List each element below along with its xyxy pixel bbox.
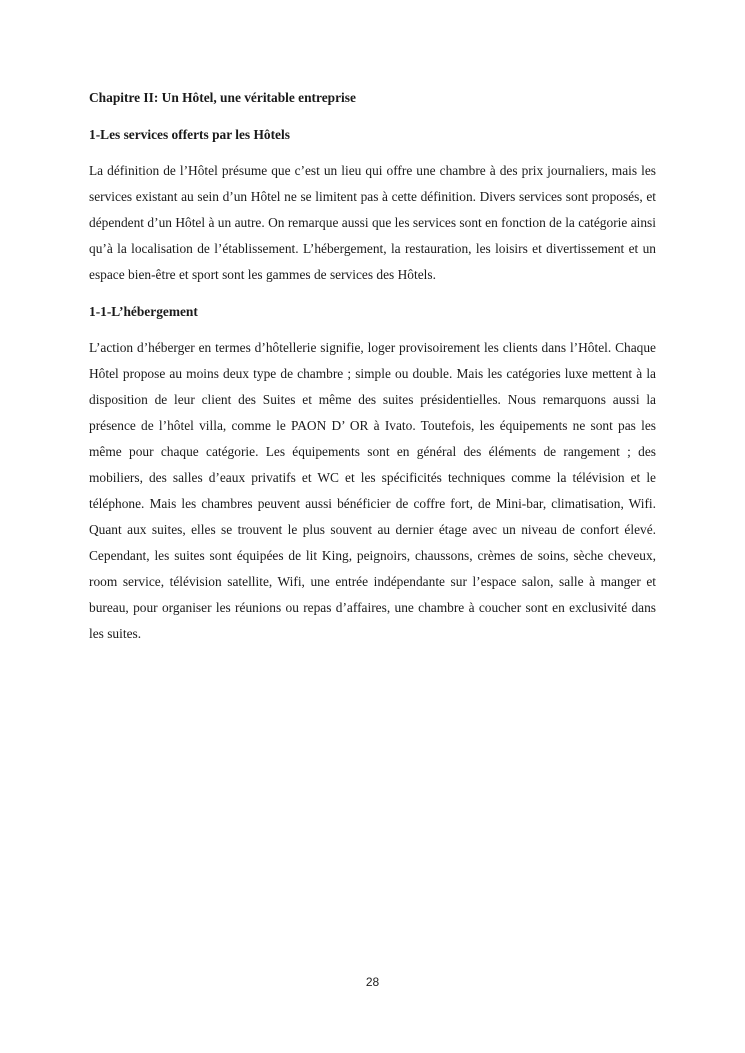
subsection-paragraph: L’action d’héberger en termes d’hôtellerie signifie, loger provisoirement les clients dans l’Hôtel. Chaque Hôtel propose au moins deux type de chambre ; simple ou double. Mais les catégories luxe mettent à la disposition de leur client des Suites et même des suites présidentielles. Nous remarquons aussi la présence de l’hôtel villa, comme le PAON D’ OR à Ivato. Toutefois, les équipements ne sont pas les même pour chaque catégorie. Les équipements sont en général des éléments de rangement ; des mobiliers, des salles d’eaux privatifs et WC et les spécificités techniques comme la télévision et le téléphone. Mais les chambres peuvent aussi bénéficier de coffre fort, de Mini-bar, climatisation, Wifi. Quant aux suites, elles se trouvent le plus souvent au dernier étage avec un niveau de confort élevé. Cependant, les suites sont équipées de lit King, peignoirs, chaussons, crèmes de soins, sèche cheveux, room service, télévision satellite, Wifi, une entrée indépendante sur l’espace salon, salle à manger et bureau, pour organiser les réunions ou repas d’affaires, une chambre à coucher sont en exclusivité dans les suites.: [89, 340, 656, 641]
section-paragraph: La définition de l’Hôtel présume que c’est un lieu qui offre une chambre à des prix journaliers, mais les services existant au sein d’un Hôtel ne se limitent pas à cette définition. Divers services sont proposés, et dépendent d’un Hôtel à un autre. On remarque aussi que les services sont en fonction de la catégorie ainsi qu’à la localisation de l’établissement. L’hébergement, la restauration, les loisirs et divertissement et un espace bien-être et sport sont les gammes de services des Hôtels.: [89, 163, 656, 282]
page-body: [89, 88, 656, 647]
page-number: 28: [365, 975, 380, 989]
chapter-title: Chapitre II: Un Hôtel, une véritable entreprise: [89, 90, 356, 105]
section-title: 1-Les services offerts par les Hôtels: [89, 127, 290, 142]
subsection-title: 1-1-L’hébergement: [89, 304, 198, 319]
